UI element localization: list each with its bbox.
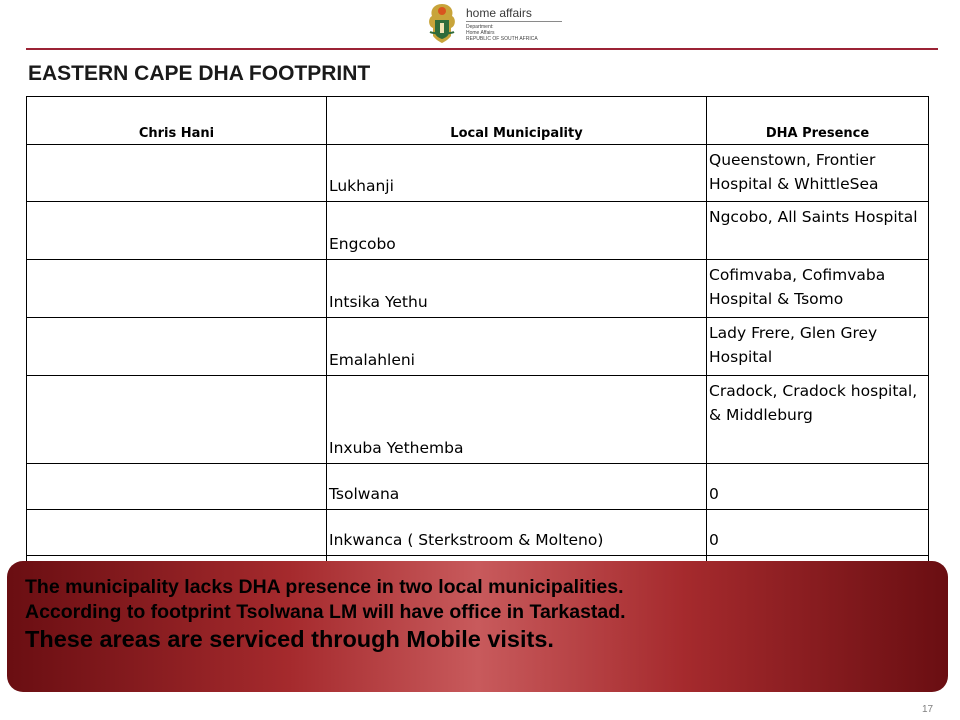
presence-cell: Queenstown, Frontier Hospital & WhittleSea (707, 145, 929, 202)
municipality-cell: Emalahleni (327, 318, 707, 376)
summary-callout (7, 561, 948, 692)
municipality-cell: Intsika Yethu (327, 260, 707, 318)
municipality-cell: Inkwanca ( Sterkstroom & Molteno) (327, 510, 707, 556)
callout-line-1: The municipality lacks DHA presence in two local municipalities. (25, 576, 624, 598)
presence-cell: Cofimvaba, Cofimvaba Hospital & Tsomo (707, 260, 929, 318)
presence-cell: Lady Frere, Glen Grey Hospital (707, 318, 929, 376)
presence-cell: 0 (707, 510, 929, 556)
brand-department-name: Home Affairs (466, 30, 495, 36)
coat-of-arms-icon (424, 2, 460, 44)
brand-name: home affairs (466, 6, 532, 20)
district-cell (27, 464, 327, 510)
home-affairs-logo (424, 2, 564, 46)
table-header-row (27, 97, 929, 145)
header-rule (26, 48, 938, 50)
table-row (27, 464, 929, 510)
table-row (27, 376, 929, 464)
column-header-district: Chris Hani (27, 97, 327, 145)
page-number: 17 (922, 704, 934, 715)
footprint-table (26, 96, 929, 596)
page-title: EASTERN CAPE DHA FOOTPRINT (28, 62, 371, 85)
district-cell (27, 318, 327, 376)
table-row (27, 318, 929, 376)
district-cell (27, 260, 327, 318)
presence-cell: Cradock, Cradock hospital, & Middleburg (707, 376, 929, 464)
presence-cell: 0 (707, 464, 929, 510)
municipality-cell: Engcobo (327, 202, 707, 260)
district-cell (27, 510, 327, 556)
municipality-cell: Lukhanji (327, 145, 707, 202)
brand-underline (466, 21, 562, 22)
municipality-cell: Tsolwana (327, 464, 707, 510)
brand-country: REPUBLIC OF SOUTH AFRICA (466, 36, 538, 42)
table-row (27, 202, 929, 260)
municipality-cell: Inxuba Yethemba (327, 376, 707, 464)
brand-department-label: Department: (466, 24, 494, 30)
table-row (27, 510, 929, 556)
table-row (27, 145, 929, 202)
table-row (27, 260, 929, 318)
district-cell (27, 376, 327, 464)
column-header-presence: DHA Presence (707, 97, 929, 145)
district-cell (27, 145, 327, 202)
callout-line-2: According to footprint Tsolwana LM will have office in Tarkastad. (25, 601, 626, 623)
column-header-municipality: Local Municipality (327, 97, 707, 145)
district-cell (27, 202, 327, 260)
callout-line-3: These areas are serviced through Mobile visits. (25, 626, 554, 652)
presence-cell: Ngcobo, All Saints Hospital (707, 202, 929, 260)
